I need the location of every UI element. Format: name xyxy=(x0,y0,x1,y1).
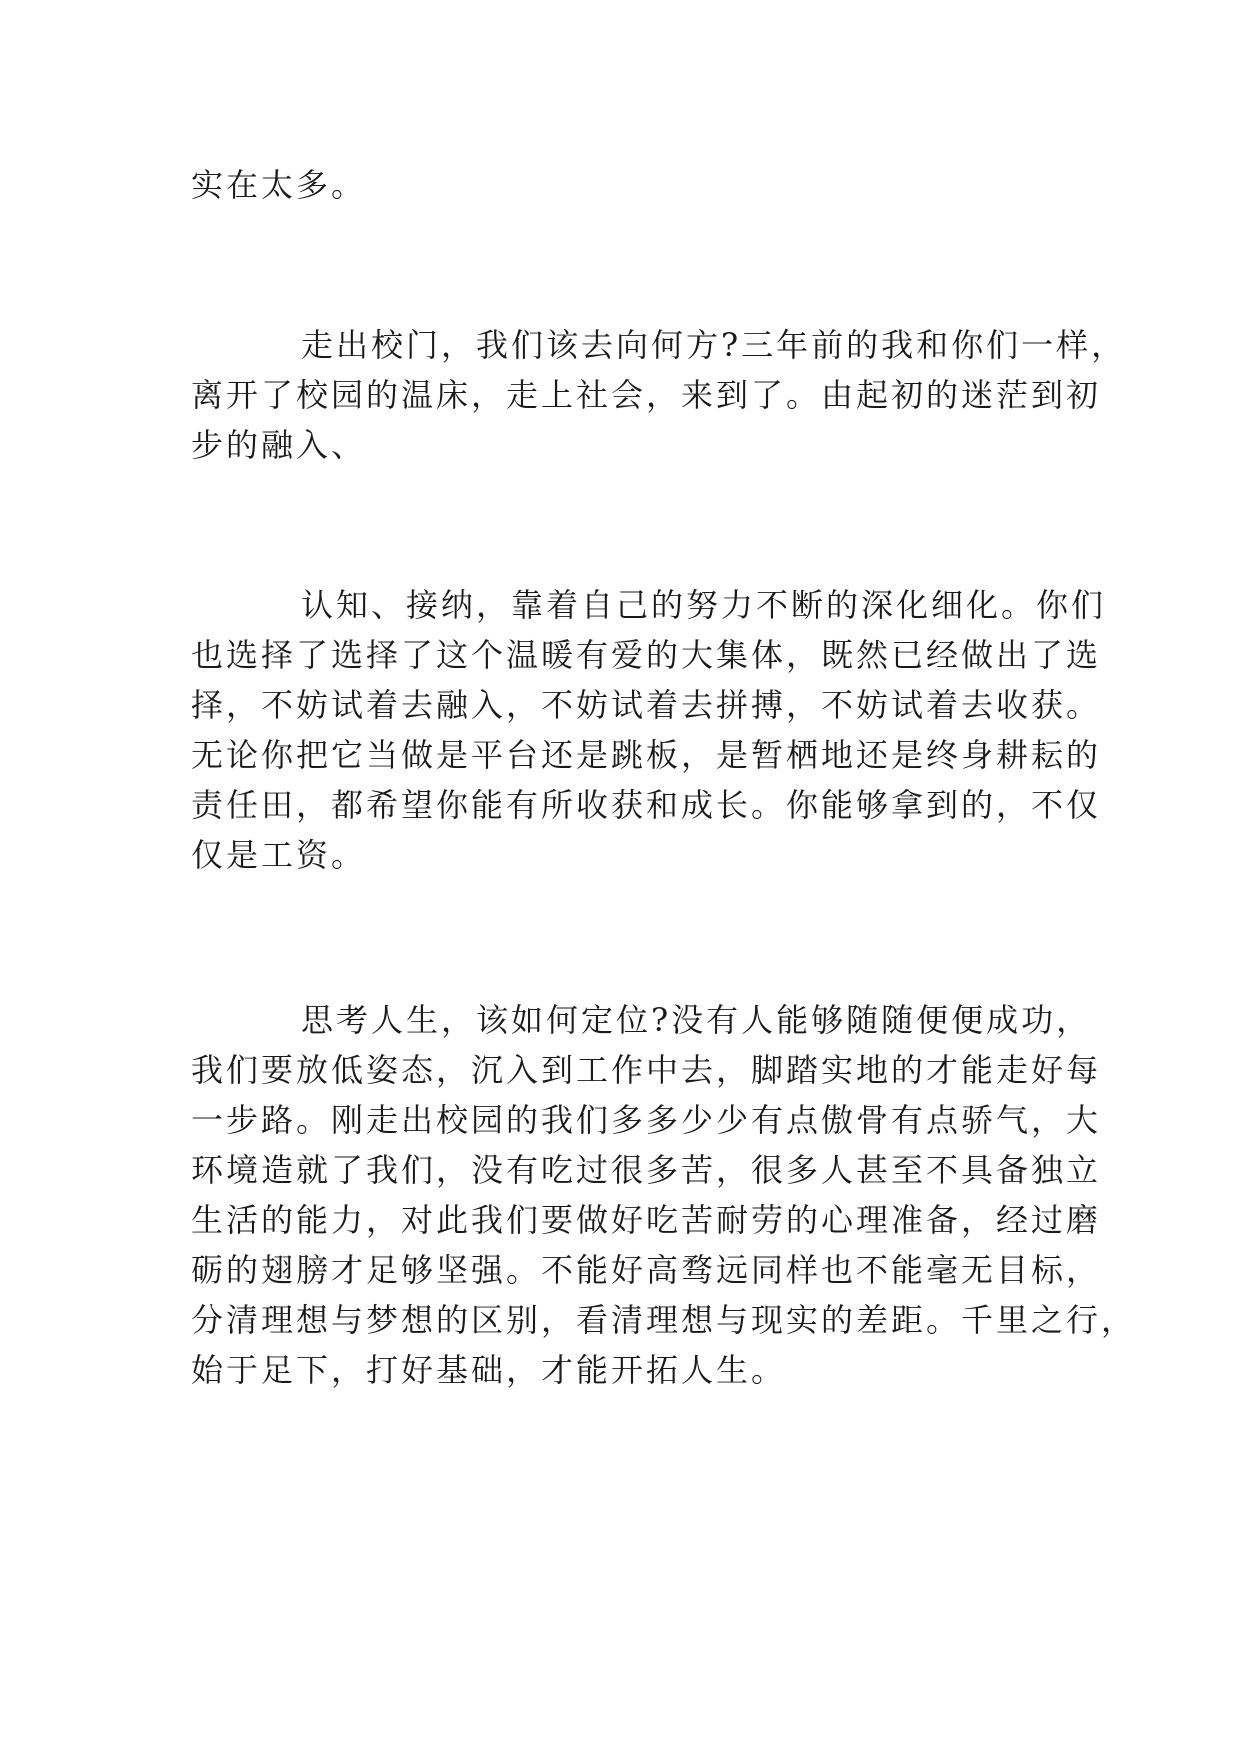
text-line: 始于足下，打好基础，才能开拓人生。 xyxy=(191,1351,787,1389)
text-line: 无论你把它当做是平台还是跳板，是暂栖地还是终身耕耘的 xyxy=(191,736,1102,774)
paragraph-first-line: 思考人生，该如何定位?没有人能够随随便便成功， xyxy=(301,1001,1092,1039)
text-line: 我们要放低姿态，沉入到工作中去，脚踏实地的才能走好每 xyxy=(191,1051,1102,1089)
text-line: 一步路。刚走出校园的我们多多少少有点傲骨有点骄气，大 xyxy=(191,1101,1102,1139)
text-line: 仅是工资。 xyxy=(191,836,367,874)
paragraph-first-line: 认知、接纳，靠着自己的努力不断的深化细化。你们 xyxy=(301,586,1107,624)
paragraph-first-line: 走出校门，我们该去向何方?三年前的我和你们一样， xyxy=(301,326,1127,364)
text-line: 也选择了选择了这个温暖有爱的大集体，既然已经做出了选 xyxy=(191,636,1102,674)
text-line: 环境造就了我们，没有吃过很多苦，很多人甚至不具备独立 xyxy=(191,1151,1102,1189)
text-line: 离开了校园的温床，走上社会，来到了。由起初的迷茫到初 xyxy=(191,376,1102,414)
text-line: 实在太多。 xyxy=(191,166,367,204)
text-line: 生活的能力，对此我们要做好吃苦耐劳的心理准备，经过磨 xyxy=(191,1201,1102,1239)
text-line: 步的融入、 xyxy=(191,426,367,464)
text-line: 分清理想与梦想的区别，看清理想与现实的差距。千里之行， xyxy=(191,1301,1137,1339)
text-line: 砺的翅膀才足够坚强。不能好高骛远同样也不能毫无目标， xyxy=(191,1251,1102,1289)
text-line: 择，不妨试着去融入，不妨试着去拼搏，不妨试着去收获。 xyxy=(191,686,1102,724)
text-line: 责任田，都希望你能有所收获和成长。你能够拿到的，不仅 xyxy=(191,786,1102,824)
